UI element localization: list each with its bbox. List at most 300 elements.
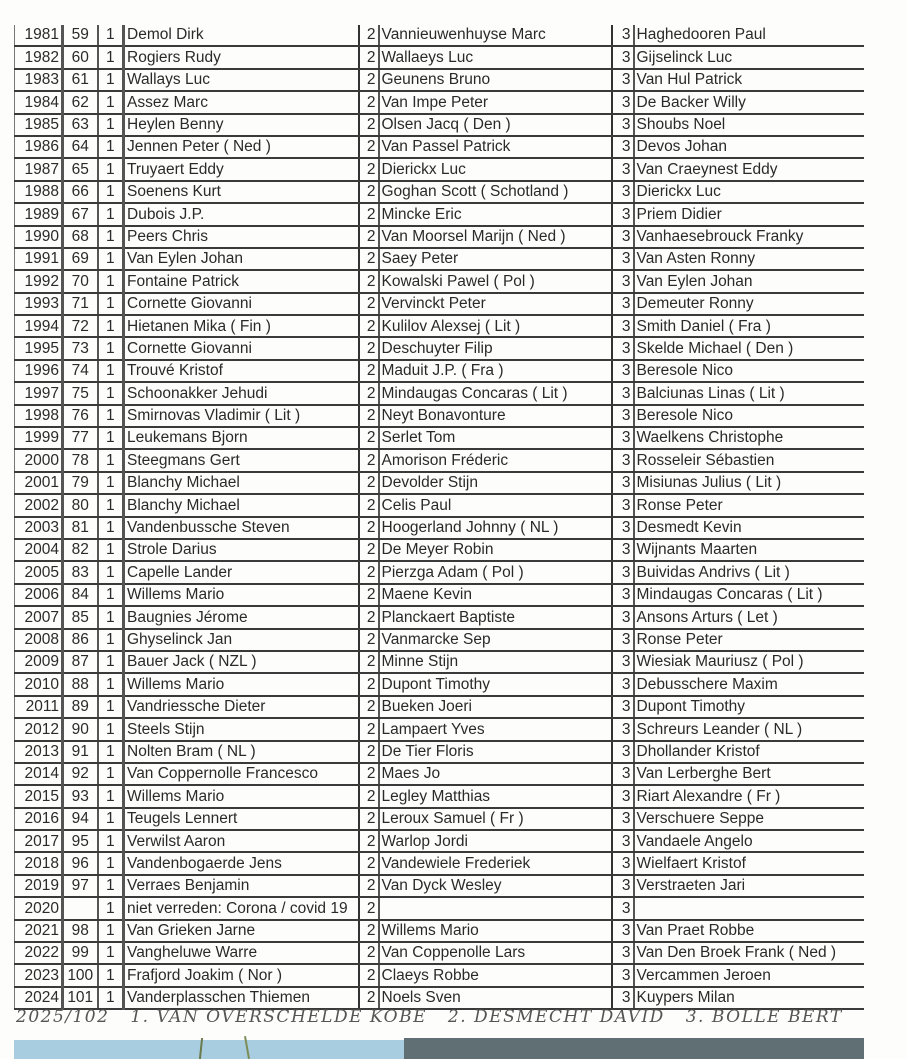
second-place-name: Claeys Robbe (379, 964, 612, 986)
second-place-name: Kulilov Alexsej ( Lit ) (379, 315, 612, 337)
first-place-name: Van Eylen Johan (124, 248, 359, 270)
second-place-rank: 2 (359, 46, 379, 68)
table-row (15, 808, 864, 830)
third-place-name: Van Lerberghe Bert (634, 763, 864, 785)
third-place-name: Desmedt Kevin (634, 517, 864, 539)
edition-cell: 80 (63, 494, 98, 516)
second-place-rank: 2 (359, 830, 379, 852)
table-row (15, 382, 864, 404)
table-row (15, 561, 864, 583)
table-row (15, 136, 864, 158)
second-place-rank: 2 (359, 136, 379, 158)
edition-cell (63, 897, 98, 919)
first-place-name: Frafjord Joakim ( Nor ) (124, 964, 359, 986)
first-place-rank: 1 (98, 248, 124, 270)
first-place-name: Nolten Bram ( NL ) (124, 741, 359, 763)
table-row (15, 785, 864, 807)
table-row (15, 763, 864, 785)
third-place-name: Van Craeynest Eddy (634, 158, 864, 180)
third-place-rank: 3 (612, 785, 634, 807)
edition-cell: 89 (63, 696, 98, 718)
second-place-name: Maduit J.P. ( Fra ) (379, 360, 612, 382)
second-place-name: Olsen Jacq ( Den ) (379, 114, 612, 136)
edition-cell: 73 (63, 337, 98, 359)
third-place-name: Beresole Nico (634, 405, 864, 427)
third-place-rank: 3 (612, 248, 634, 270)
edition-cell: 61 (63, 69, 98, 91)
results-sheet (14, 25, 863, 1010)
second-place-rank: 2 (359, 651, 379, 673)
third-place-rank: 3 (612, 651, 634, 673)
edition-cell: 79 (63, 472, 98, 494)
table-row (15, 270, 864, 292)
year-cell: 2013 (15, 741, 63, 763)
handwritten-year-edition: 2025/102 (16, 1007, 110, 1027)
edition-cell: 85 (63, 606, 98, 628)
first-place-name: Truyaert Eddy (124, 158, 359, 180)
second-place-rank: 2 (359, 494, 379, 516)
first-place-name: Rogiers Rudy (124, 46, 359, 68)
second-place-name: De Tier Floris (379, 741, 612, 763)
handwritten-third: 3. BOLLE BERT (685, 1007, 843, 1027)
first-place-name: Vandenbogaerde Jens (124, 852, 359, 874)
first-place-rank: 1 (98, 91, 124, 113)
third-place-name: Van Hul Patrick (634, 69, 864, 91)
handwritten-note (16, 1007, 876, 1037)
third-place-rank: 3 (612, 46, 634, 68)
first-place-name: Steegmans Gert (124, 449, 359, 471)
edition-cell: 72 (63, 315, 98, 337)
second-place-name: Geunens Bruno (379, 69, 612, 91)
first-place-name: Schoonakker Jehudi (124, 382, 359, 404)
third-place-name: Vanhaesebrouck Franky (634, 226, 864, 248)
third-place-rank: 3 (612, 69, 634, 91)
second-place-rank: 2 (359, 875, 379, 897)
year-cell: 1996 (15, 360, 63, 382)
third-place-rank: 3 (612, 517, 634, 539)
first-place-rank: 1 (98, 136, 124, 158)
third-place-name: Mindaugas Concaras ( Lit ) (634, 584, 864, 606)
edition-cell: 69 (63, 248, 98, 270)
year-cell: 1986 (15, 136, 63, 158)
third-place-rank: 3 (612, 337, 634, 359)
first-place-rank: 1 (98, 25, 124, 46)
second-place-rank: 2 (359, 25, 379, 46)
second-place-name: Legley Matthias (379, 785, 612, 807)
first-place-rank: 1 (98, 696, 124, 718)
table-row (15, 629, 864, 651)
third-place-name (634, 897, 864, 919)
table-row (15, 830, 864, 852)
first-place-rank: 1 (98, 337, 124, 359)
table-row (15, 584, 864, 606)
table-row (15, 158, 864, 180)
second-place-name: Devolder Stijn (379, 472, 612, 494)
third-place-name: Ronse Peter (634, 494, 864, 516)
year-cell: 1987 (15, 158, 63, 180)
handwritten-first: 1. VAN OVERSCHELDE KOBE (130, 1007, 427, 1027)
second-place-name: De Meyer Robin (379, 539, 612, 561)
third-place-rank: 3 (612, 449, 634, 471)
edition-cell: 90 (63, 718, 98, 740)
first-place-name: Demol Dirk (124, 25, 359, 46)
second-place-rank: 2 (359, 472, 379, 494)
table-row (15, 69, 864, 91)
third-place-rank: 3 (612, 852, 634, 874)
third-place-rank: 3 (612, 741, 634, 763)
third-place-rank: 3 (612, 539, 634, 561)
third-place-rank: 3 (612, 472, 634, 494)
third-place-rank: 3 (612, 114, 634, 136)
second-place-name: Lampaert Yves (379, 718, 612, 740)
second-place-rank: 2 (359, 584, 379, 606)
first-place-rank: 1 (98, 875, 124, 897)
first-place-name: Wallays Luc (124, 69, 359, 91)
table-row (15, 226, 864, 248)
photo-strip-dark (404, 1038, 864, 1059)
second-place-rank: 2 (359, 293, 379, 315)
third-place-rank: 3 (612, 315, 634, 337)
first-place-name: Verraes Benjamin (124, 875, 359, 897)
edition-cell: 98 (63, 920, 98, 942)
third-place-name: Wielfaert Kristof (634, 852, 864, 874)
first-place-rank: 1 (98, 852, 124, 874)
second-place-rank: 2 (359, 808, 379, 830)
first-place-rank: 1 (98, 539, 124, 561)
first-place-name: Trouvé Kristof (124, 360, 359, 382)
first-place-name: Van Grieken Jarne (124, 920, 359, 942)
second-place-rank: 2 (359, 897, 379, 919)
table-row (15, 673, 864, 695)
third-place-rank: 3 (612, 673, 634, 695)
first-place-rank: 1 (98, 382, 124, 404)
year-cell: 1997 (15, 382, 63, 404)
first-place-rank: 1 (98, 584, 124, 606)
year-cell: 1999 (15, 427, 63, 449)
table-row (15, 46, 864, 68)
edition-cell: 94 (63, 808, 98, 830)
third-place-name: Gijselinck Luc (634, 46, 864, 68)
first-place-rank: 1 (98, 427, 124, 449)
third-place-rank: 3 (612, 763, 634, 785)
second-place-name: Willems Mario (379, 920, 612, 942)
first-place-rank: 1 (98, 270, 124, 292)
first-place-name: Vandriessche Dieter (124, 696, 359, 718)
third-place-name: Beresole Nico (634, 360, 864, 382)
third-place-rank: 3 (612, 226, 634, 248)
third-place-name: Ronse Peter (634, 629, 864, 651)
year-cell: 2002 (15, 494, 63, 516)
second-place-name: Planckaert Baptiste (379, 606, 612, 628)
second-place-rank: 2 (359, 337, 379, 359)
third-place-rank: 3 (612, 203, 634, 225)
first-place-rank: 1 (98, 181, 124, 203)
table-row (15, 539, 864, 561)
table-row (15, 360, 864, 382)
second-place-rank: 2 (359, 920, 379, 942)
third-place-name: Vercammen Jeroen (634, 964, 864, 986)
first-place-name: Leukemans Bjorn (124, 427, 359, 449)
edition-cell: 83 (63, 561, 98, 583)
third-place-name: Misiunas Julius ( Lit ) (634, 472, 864, 494)
year-cell: 2010 (15, 673, 63, 695)
first-place-rank: 1 (98, 830, 124, 852)
year-cell: 2008 (15, 629, 63, 651)
edition-cell: 101 (63, 987, 98, 1009)
first-place-rank: 1 (98, 987, 124, 1009)
first-place-rank: 1 (98, 741, 124, 763)
third-place-rank: 3 (612, 293, 634, 315)
first-place-rank: 1 (98, 673, 124, 695)
table-row (15, 449, 864, 471)
second-place-name: Mindaugas Concaras ( Lit ) (379, 382, 612, 404)
first-place-name: Bauer Jack ( NZL ) (124, 651, 359, 673)
first-place-name: Willems Mario (124, 584, 359, 606)
table-row (15, 293, 864, 315)
edition-cell: 66 (63, 181, 98, 203)
year-cell: 1991 (15, 248, 63, 270)
third-place-rank: 3 (612, 158, 634, 180)
first-place-rank: 1 (98, 293, 124, 315)
third-place-name: Van Praet Robbe (634, 920, 864, 942)
first-place-rank: 1 (98, 69, 124, 91)
second-place-rank: 2 (359, 987, 379, 1009)
second-place-rank: 2 (359, 696, 379, 718)
third-place-name: Dierickx Luc (634, 181, 864, 203)
table-row (15, 337, 864, 359)
second-place-name: Mincke Eric (379, 203, 612, 225)
second-place-rank: 2 (359, 91, 379, 113)
first-place-name: Assez Marc (124, 91, 359, 113)
third-place-name: Kuypers Milan (634, 987, 864, 1009)
second-place-rank: 2 (359, 203, 379, 225)
third-place-name: Schreurs Leander ( NL ) (634, 718, 864, 740)
second-place-name: Goghan Scott ( Schotland ) (379, 181, 612, 203)
year-cell: 1995 (15, 337, 63, 359)
third-place-rank: 3 (612, 830, 634, 852)
first-place-name: Willems Mario (124, 785, 359, 807)
first-place-name: Fontaine Patrick (124, 270, 359, 292)
third-place-rank: 3 (612, 427, 634, 449)
third-place-rank: 3 (612, 584, 634, 606)
third-place-rank: 3 (612, 718, 634, 740)
third-place-rank: 3 (612, 920, 634, 942)
third-place-name: Dupont Timothy (634, 696, 864, 718)
second-place-rank: 2 (359, 539, 379, 561)
edition-cell: 77 (63, 427, 98, 449)
first-place-rank: 1 (98, 158, 124, 180)
third-place-name: Verstraeten Jari (634, 875, 864, 897)
edition-cell: 74 (63, 360, 98, 382)
third-place-rank: 3 (612, 964, 634, 986)
year-cell: 2018 (15, 852, 63, 874)
first-place-rank: 1 (98, 517, 124, 539)
first-place-name: Dubois J.P. (124, 203, 359, 225)
table-row (15, 181, 864, 203)
year-cell: 2011 (15, 696, 63, 718)
second-place-name: Warlop Jordi (379, 830, 612, 852)
second-place-name: Pierzga Adam ( Pol ) (379, 561, 612, 583)
first-place-name: Strole Darius (124, 539, 359, 561)
first-place-rank: 1 (98, 405, 124, 427)
table-row (15, 494, 864, 516)
second-place-name: Vannieuwenhuyse Marc (379, 25, 612, 46)
table-row (15, 942, 864, 964)
third-place-name: Demeuter Ronny (634, 293, 864, 315)
table-row (15, 741, 864, 763)
third-place-name: Shoubs Noel (634, 114, 864, 136)
table-row (15, 987, 864, 1009)
second-place-rank: 2 (359, 741, 379, 763)
table-row (15, 920, 864, 942)
third-place-rank: 3 (612, 270, 634, 292)
first-place-rank: 1 (98, 114, 124, 136)
second-place-rank: 2 (359, 226, 379, 248)
second-place-name: Vandewiele Frederiek (379, 852, 612, 874)
third-place-name: Wiesiak Mauriusz ( Pol ) (634, 651, 864, 673)
first-place-name: Willems Mario (124, 673, 359, 695)
second-place-name: Maes Jo (379, 763, 612, 785)
second-place-name: Kowalski Pawel ( Pol ) (379, 270, 612, 292)
first-place-name: Soenens Kurt (124, 181, 359, 203)
first-place-rank: 1 (98, 203, 124, 225)
year-cell: 1992 (15, 270, 63, 292)
year-cell: 1989 (15, 203, 63, 225)
first-place-name: Capelle Lander (124, 561, 359, 583)
table-row (15, 852, 864, 874)
second-place-rank: 2 (359, 763, 379, 785)
first-place-rank: 1 (98, 718, 124, 740)
third-place-name: Rosseleir Sébastien (634, 449, 864, 471)
table-row (15, 875, 864, 897)
year-cell: 2003 (15, 517, 63, 539)
table-row (15, 203, 864, 225)
year-cell: 1990 (15, 226, 63, 248)
year-cell: 2007 (15, 606, 63, 628)
table-row (15, 248, 864, 270)
third-place-name: Smith Daniel ( Fra ) (634, 315, 864, 337)
photo-strip-sky (14, 1040, 404, 1059)
third-place-rank: 3 (612, 494, 634, 516)
second-place-rank: 2 (359, 964, 379, 986)
year-cell: 2006 (15, 584, 63, 606)
third-place-rank: 3 (612, 91, 634, 113)
third-place-rank: 3 (612, 987, 634, 1009)
table-row (15, 517, 864, 539)
second-place-name: Celis Paul (379, 494, 612, 516)
year-cell: 2024 (15, 987, 63, 1009)
year-cell: 1983 (15, 69, 63, 91)
edition-cell: 92 (63, 763, 98, 785)
third-place-name: Dhollander Kristof (634, 741, 864, 763)
first-place-rank: 1 (98, 920, 124, 942)
year-cell: 2009 (15, 651, 63, 673)
second-place-name: Serlet Tom (379, 427, 612, 449)
second-place-rank: 2 (359, 114, 379, 136)
first-place-rank: 1 (98, 315, 124, 337)
edition-cell: 67 (63, 203, 98, 225)
second-place-rank: 2 (359, 785, 379, 807)
second-place-name: Leroux Samuel ( Fr ) (379, 808, 612, 830)
podium-table (14, 25, 864, 1010)
third-place-name: Wijnants Maarten (634, 539, 864, 561)
year-cell: 2000 (15, 449, 63, 471)
first-place-name: Teugels Lennert (124, 808, 359, 830)
year-cell: 2012 (15, 718, 63, 740)
second-place-rank: 2 (359, 517, 379, 539)
edition-cell: 87 (63, 651, 98, 673)
edition-cell: 96 (63, 852, 98, 874)
first-place-name: Steels Stijn (124, 718, 359, 740)
table-row (15, 651, 864, 673)
second-place-rank: 2 (359, 629, 379, 651)
table-row (15, 964, 864, 986)
third-place-rank: 3 (612, 360, 634, 382)
year-cell: 2019 (15, 875, 63, 897)
edition-cell: 97 (63, 875, 98, 897)
year-cell: 1994 (15, 315, 63, 337)
year-cell: 2004 (15, 539, 63, 561)
first-place-rank: 1 (98, 472, 124, 494)
third-place-rank: 3 (612, 561, 634, 583)
second-place-rank: 2 (359, 606, 379, 628)
edition-cell: 76 (63, 405, 98, 427)
year-cell: 1984 (15, 91, 63, 113)
first-place-rank: 1 (98, 606, 124, 628)
third-place-rank: 3 (612, 942, 634, 964)
third-place-rank: 3 (612, 808, 634, 830)
first-place-rank: 1 (98, 785, 124, 807)
edition-cell: 78 (63, 449, 98, 471)
second-place-name: Amorison Fréderic (379, 449, 612, 471)
second-place-rank: 2 (359, 360, 379, 382)
second-place-rank: 2 (359, 673, 379, 695)
handwritten-second: 2. DESMECHT DAVID (447, 1007, 665, 1027)
table-row (15, 472, 864, 494)
first-place-name: Blanchy Michael (124, 494, 359, 516)
third-place-name: Priem Didier (634, 203, 864, 225)
first-place-name: Verwilst Aaron (124, 830, 359, 852)
edition-cell: 93 (63, 785, 98, 807)
second-place-name: Dierickx Luc (379, 158, 612, 180)
first-place-rank: 1 (98, 763, 124, 785)
third-place-rank: 3 (612, 606, 634, 628)
third-place-rank: 3 (612, 25, 634, 46)
edition-cell: 82 (63, 539, 98, 561)
first-place-name: Peers Chris (124, 226, 359, 248)
year-cell: 2015 (15, 785, 63, 807)
third-place-name: Van Asten Ronny (634, 248, 864, 270)
second-place-name: Maene Kevin (379, 584, 612, 606)
third-place-name: Balciunas Linas ( Lit ) (634, 382, 864, 404)
second-place-name: Vervinckt Peter (379, 293, 612, 315)
third-place-rank: 3 (612, 696, 634, 718)
edition-cell: 64 (63, 136, 98, 158)
second-place-name: Minne Stijn (379, 651, 612, 673)
edition-cell: 65 (63, 158, 98, 180)
third-place-rank: 3 (612, 136, 634, 158)
first-place-name: Cornette Giovanni (124, 337, 359, 359)
third-place-name: Devos Johan (634, 136, 864, 158)
second-place-name: Van Moorsel Marijn ( Ned ) (379, 226, 612, 248)
year-cell: 1981 (15, 25, 63, 46)
year-cell: 2016 (15, 808, 63, 830)
third-place-rank: 3 (612, 382, 634, 404)
edition-cell: 70 (63, 270, 98, 292)
year-cell: 2005 (15, 561, 63, 583)
second-place-name: Bueken Joeri (379, 696, 612, 718)
year-cell: 1982 (15, 46, 63, 68)
